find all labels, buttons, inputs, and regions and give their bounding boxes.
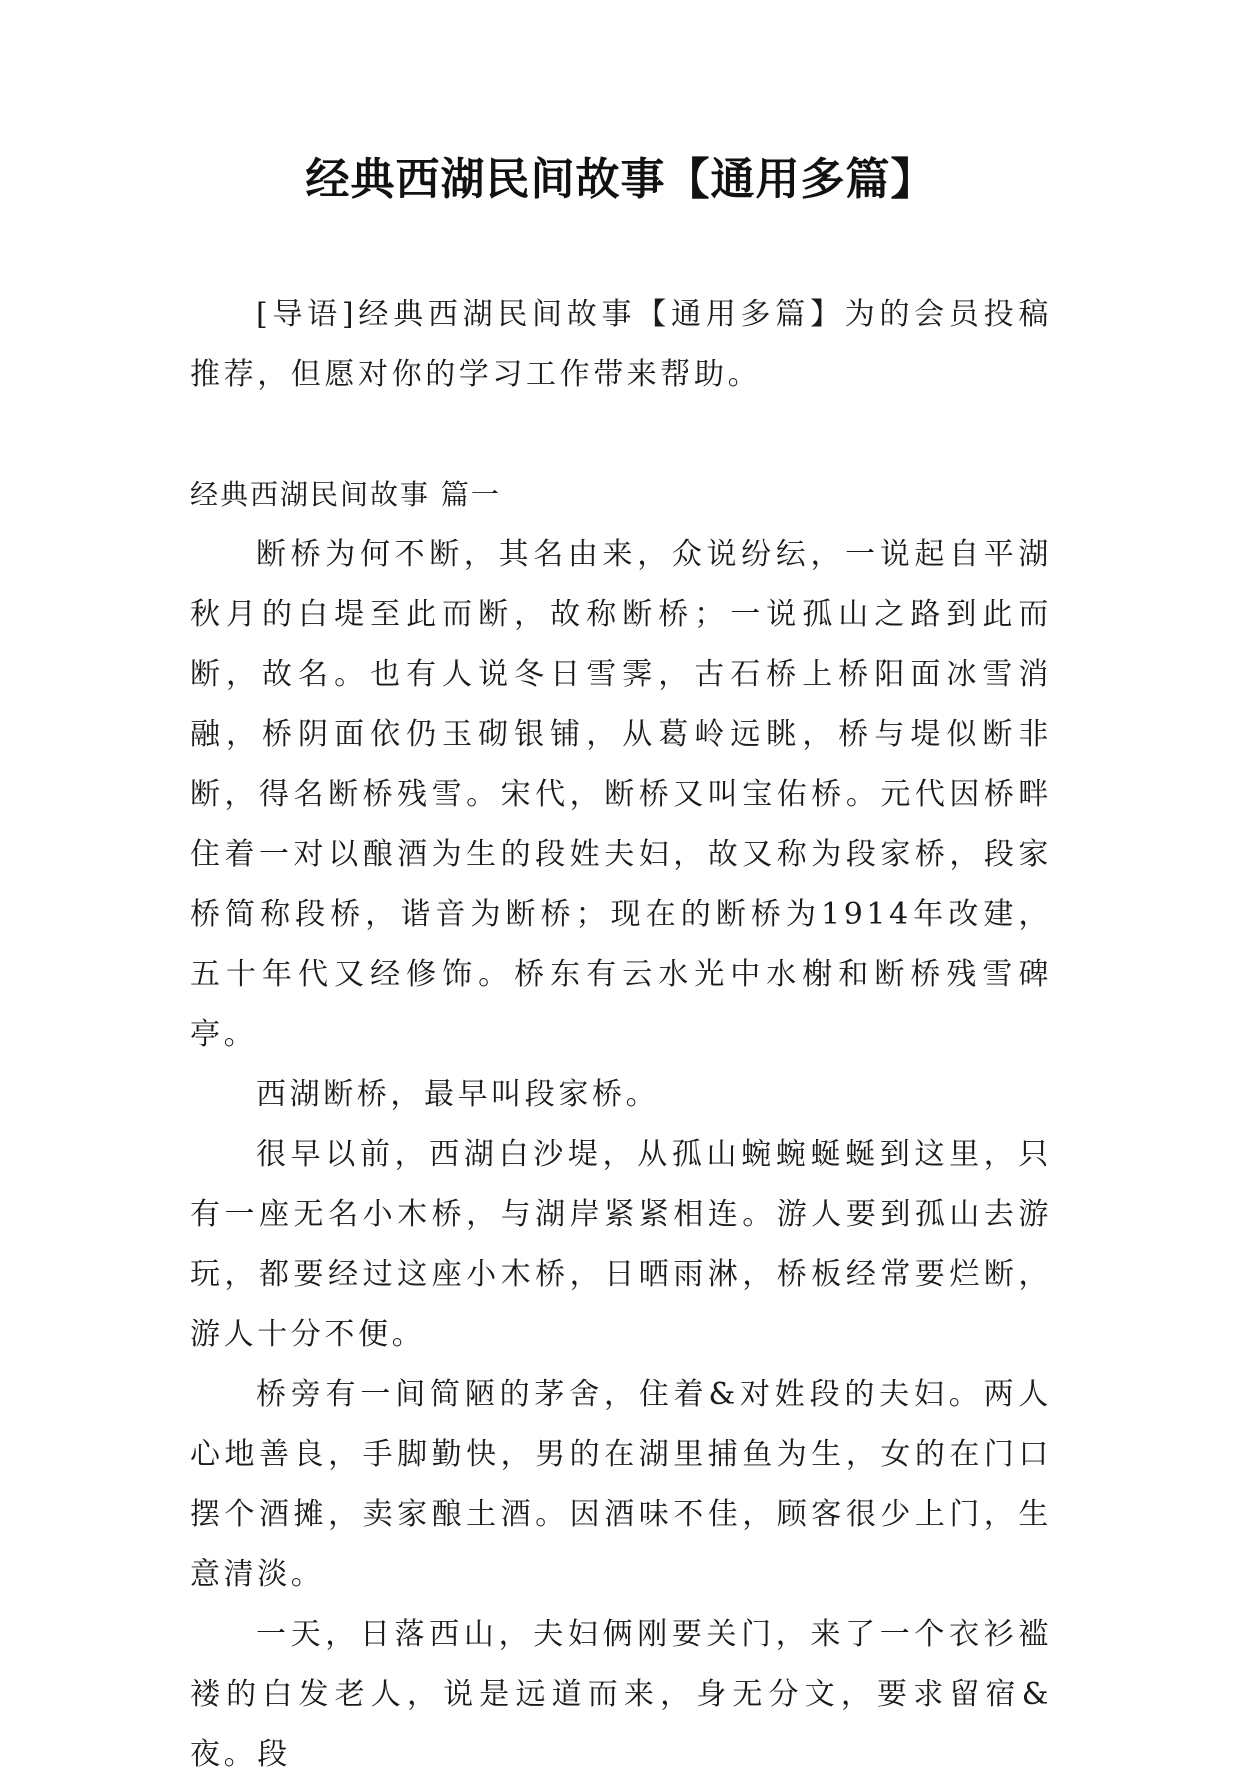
body-paragraph: 一天，日落西山，夫妇俩刚要关门，来了一个衣衫褴褛的白发老人，说是远道而来，身无分文，要求留宿&夜。段 xyxy=(190,1617,1052,1772)
body-paragraph: 很早以前，西湖白沙堤，从孤山蜿蜿蜒蜒到这里，只有一座无名小木桥，与湖岸紧紧相连。游人要到孤山去游玩，都要经过这座小木桥，日晒雨淋，桥板经常要烂断，游人十分不便。 xyxy=(190,1137,1052,1352)
document-title: 经典西湖民间故事【通用多篇】 xyxy=(305,154,936,205)
body-paragraph: 断桥为何不断，其名由来，众说纷纭，一说起自平湖秋月的白堤至此而断，故称断桥；一说孤山之路到此而断，故名。也有人说冬日雪霁，古石桥上桥阳面冰雪消融，桥阴面依仍玉砌银铺，从葛岭远眺，桥与堤似断非断，得名断桥残雪。宋代，断桥又叫宝佑桥。元代因桥畔住着一对以酿酒为生的段姓夫妇，故又称为段家桥，段家桥简称段桥，谐音为断桥；现在的断桥为1914年改建，五十年代又经修饰。桥东有云水光中水榭和断桥残雪碑亭。 xyxy=(190,537,1052,1052)
document-body xyxy=(190,285,1052,1785)
intro-paragraph: [导语]经典西湖民间故事【通用多篇】为的会员投稿推荐，但愿对你的学习工作带来帮助。 xyxy=(190,297,1052,392)
body-paragraph: 西湖断桥，最早叫段家桥。 xyxy=(256,1077,660,1112)
body-paragraph: 桥旁有一间简陋的茅舍，住着&对姓段的夫妇。两人心地善良，手脚勤快，男的在湖里捕鱼为生，女的在门口摆个酒摊，卖家酿土酒。因酒味不佳，顾客很少上门，生意清淡。 xyxy=(190,1377,1052,1592)
section-heading: 经典西湖民间故事 篇一 xyxy=(190,478,501,511)
